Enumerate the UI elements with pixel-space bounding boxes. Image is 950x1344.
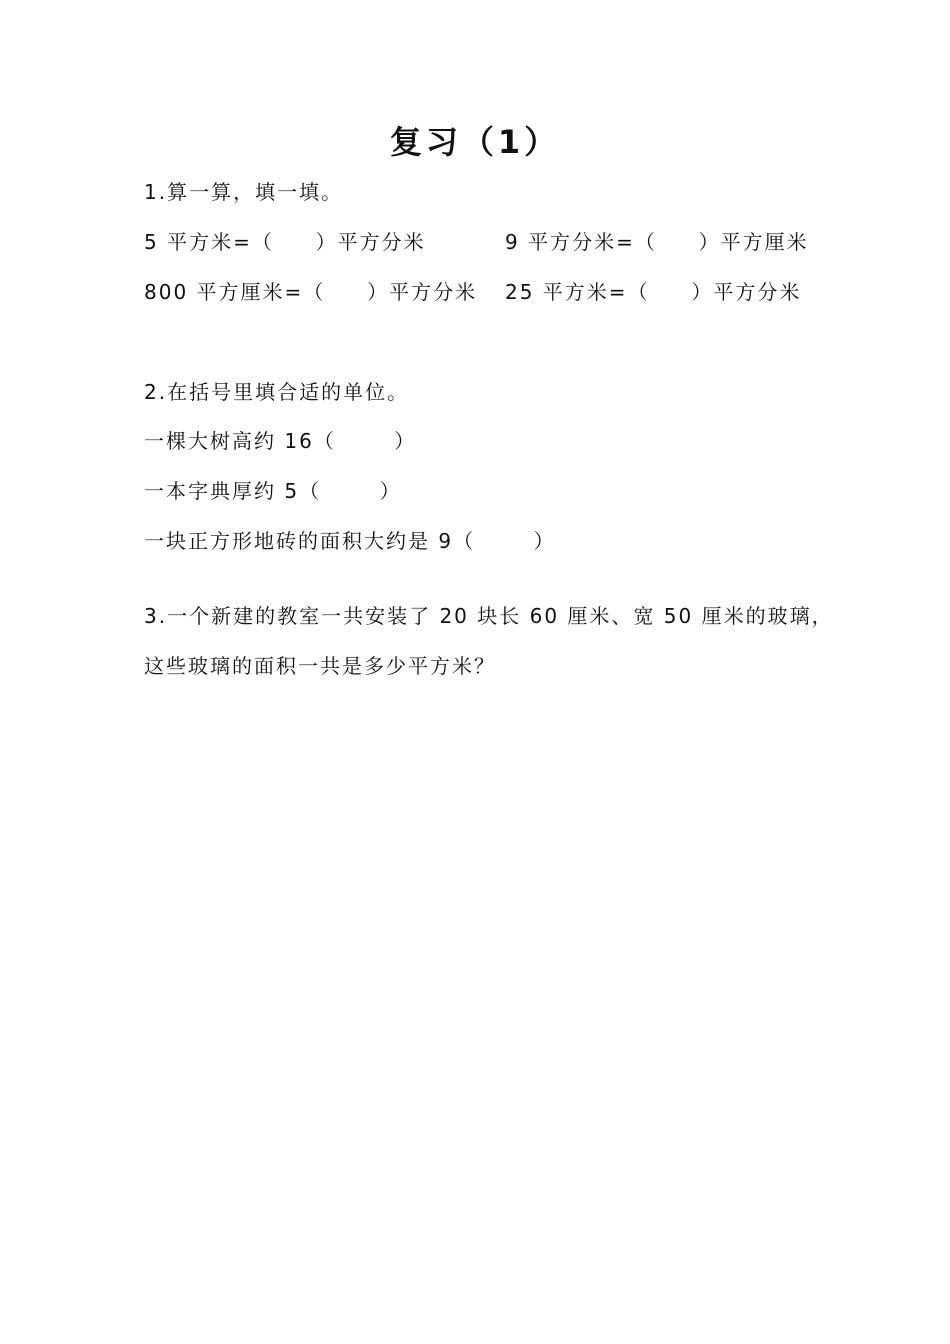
question-3-line-2: 这些玻璃的面积一共是多少平方米？ <box>144 654 496 678</box>
q2-item-1: 一棵大树高约 16（ ） <box>144 429 417 453</box>
q2-item-2: 一本字典厚约 5（ ） <box>144 479 402 503</box>
question-2-heading: 2.在括号里填合适的单位。 <box>144 380 410 404</box>
q1-item-1: 5 平方米=（ ）平方分米 <box>144 230 426 254</box>
q2-item-3: 一块正方形地砖的面积大约是 9（ ） <box>144 529 556 553</box>
question-3-line-1: 3.一个新建的教室一共安装了 20 块长 60 厘米、宽 50 厘米的玻璃， <box>144 604 834 628</box>
q1-item-4: 25 平方米=（ ）平方分米 <box>505 280 802 304</box>
page-title: 复习（1） <box>389 123 561 161</box>
q1-item-3: 800 平方厘米=（ ）平方分米 <box>144 280 478 304</box>
q1-item-2: 9 平方分米=（ ）平方厘米 <box>505 230 809 254</box>
question-1-heading: 1.算一算，填一填。 <box>144 180 344 204</box>
